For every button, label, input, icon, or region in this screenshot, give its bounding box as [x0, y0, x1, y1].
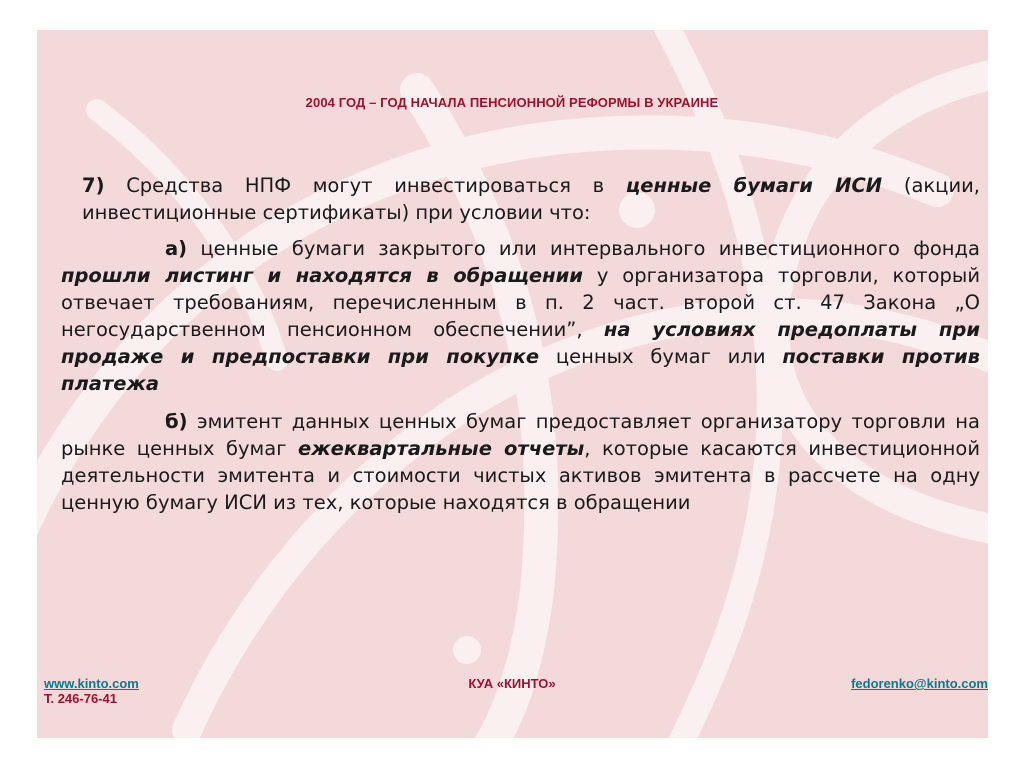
- point-b-paragraph: [61, 408, 980, 516]
- point-7-text-1: Средства НПФ могут инвестироваться в: [104, 174, 626, 197]
- point-b-text-1: эмитент данных ценных бумаг предоставляет организатору торговли на рынке ценных бумаг: [61, 410, 980, 460]
- point-a-label: а): [165, 237, 188, 260]
- point-a-text-2: у организатора торговли, который отвечает требованиям, перечисленным в п. 2 част. второй ст. 47 Закона „О негосударственном пенсионном обеспечении”,: [61, 264, 980, 341]
- point-7-text-2: (акции, инвестиционные сертификаты) при условии что:: [82, 174, 980, 224]
- slide-title: 2004 ГОД – ГОД НАЧАЛА ПЕНСИОННОЙ РЕФОРМЫ В УКРАИНЕ: [305, 95, 719, 110]
- point-b-emphasis: ежеквартальные отчеты: [297, 437, 585, 460]
- point-a-text-1: ценные бумаги закрытого или интервального инвестиционного фонда: [187, 237, 980, 260]
- point-a-emphasis-3: поставки против платежа: [61, 345, 980, 395]
- email-link[interactable]: fedorenko@kinto.com: [851, 676, 988, 691]
- point-b-text-2: , которые касаются инвестиционной деятельности эмитента и стоимости чистых активов эмитента в рассчете на одну ценную бумагу ИСИ из тех, которые находятся в обращении: [61, 437, 980, 514]
- point-7-emphasis: ценные бумаги ИСИ: [625, 174, 883, 197]
- point-a-emphasis-2: на условиях предоплаты при продаже и предпоставки при покупке: [61, 318, 981, 368]
- point-b-label: б): [165, 410, 188, 433]
- point-a-paragraph: [61, 235, 980, 397]
- point-a-emphasis-1: прошли листинг и находятся в обращении: [61, 264, 583, 287]
- point-a-text-3: ценных бумаг или: [539, 345, 783, 368]
- website-link[interactable]: www.kinto.com: [44, 676, 139, 691]
- phone-number: Т. 246-76-41: [44, 691, 117, 706]
- point-7-paragraph: [82, 172, 980, 226]
- point-7-number: 7): [82, 174, 105, 197]
- company-name: КУА «КИНТО»: [468, 676, 556, 691]
